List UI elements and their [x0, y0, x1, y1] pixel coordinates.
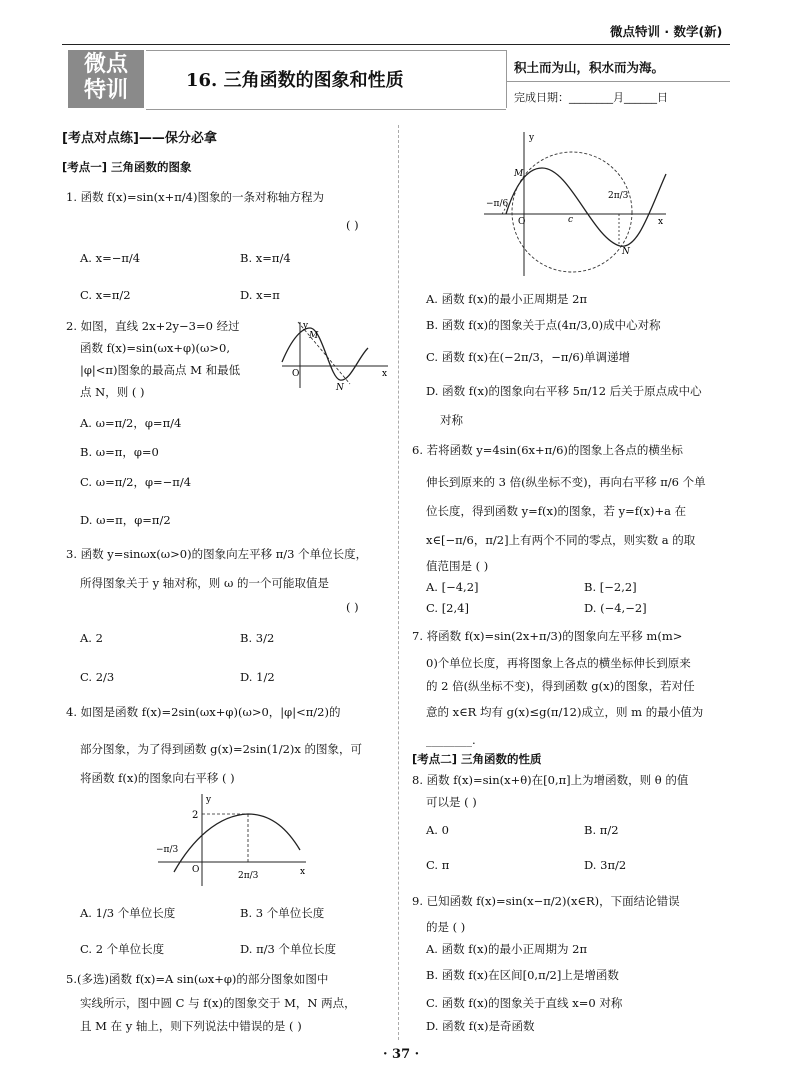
- q4-stem-1: 4. 如图是函数 f(x)=2sin(ωx+φ)(ω>0，|φ|<π/2)的: [66, 705, 341, 719]
- q6-option-d: D. (−4,−2]: [584, 601, 647, 615]
- q8-stem-1: 8. 函数 f(x)=sin(x+θ)在[0,π]上为增函数，则 θ 的值: [412, 773, 689, 787]
- q4-option-b: B. 3 个单位长度: [240, 906, 325, 920]
- q3-stem-1: 3. 函数 y=sinωx(ω>0)的图象向左平移 π/3 个单位长度，: [66, 547, 368, 561]
- q2-point-m: M: [309, 331, 319, 341]
- q2-origin-label: O: [292, 369, 300, 379]
- q9-stem-1: 9. 已知函数 f(x)=sin(x−π/2)(x∈R)，下面结论错误: [412, 894, 680, 908]
- q1-answer-bracket: ( ): [346, 218, 359, 232]
- header-rule: [62, 44, 730, 45]
- q1-option-b: B. x=π/4: [240, 251, 291, 265]
- q8-option-d: D. 3π/2: [584, 858, 627, 872]
- badge: [68, 50, 144, 108]
- q9-option-d: D. 函数 f(x)是奇函数: [426, 1019, 535, 1033]
- q9-option-c: C. 函数 f(x)的图象关于直线 x=0 对称: [426, 996, 623, 1010]
- q5-stem-3: 且 M 在 y 轴上，则下列说法中错误的是 ( ): [80, 1019, 302, 1033]
- q3-stem-2: 所得图象关于 y 轴对称，则 ω 的一个可能取值是: [80, 576, 329, 590]
- topic-2-heading: [考点二] 三角函数的性质: [412, 752, 542, 766]
- q2-option-c: C. ω=π/2，φ=−π/4: [80, 475, 192, 489]
- q7-stem-4: 意的 x∈R 均有 g(x)≤g(π/12)成立，则 m 的最小值为: [426, 705, 704, 719]
- q2-stem-1: 2. 如图，直线 2x+2y−3=0 经过: [66, 319, 240, 333]
- q4-neg-tick: −π/3: [156, 845, 179, 855]
- q5-point-n: N: [622, 247, 630, 257]
- q7-stem-2: 0)个单位长度，再将图象上各点的横坐标伸长到原来: [426, 656, 691, 670]
- q2-option-d: D. ω=π，φ=π/2: [80, 513, 171, 527]
- q6-stem-5: 值范围是 ( ): [426, 559, 489, 573]
- q8-stem-2: 可以是 ( ): [426, 795, 477, 809]
- q5-x-label: x: [658, 217, 664, 227]
- q9-option-a: A. 函数 f(x)的最小正周期为 2π: [426, 942, 588, 956]
- q7-stem-1: 7. 将函数 f(x)=sin(2x+π/3)的图象向左平移 m(m>: [412, 629, 683, 643]
- column-divider: [398, 125, 399, 1040]
- q7-answer-blank: ________.: [426, 733, 476, 747]
- q2-figure: [278, 318, 394, 390]
- q9-stem-2: 的是 ( ): [426, 920, 466, 934]
- q1-stem: 1. 函数 f(x)=sin(x+π/4)图象的一条对称轴方程为: [66, 190, 324, 204]
- q4-origin-label: O: [192, 865, 200, 875]
- badge-line-2: 特训: [83, 78, 128, 103]
- q2-point-n: N: [336, 383, 344, 390]
- q4-y-label: y: [206, 795, 212, 805]
- q3-option-a: A. 2: [80, 631, 103, 645]
- q5-figure: [480, 126, 670, 278]
- q3-option-d: D. 1/2: [240, 670, 275, 684]
- q4-figure: [152, 790, 310, 890]
- q2-option-a: A. ω=π/2，φ=π/4: [80, 416, 182, 430]
- q4-sine-curve: [174, 814, 300, 872]
- q5-stem-1: 5.(多选)函数 f(x)=A sin(ωx+φ)的部分图象如图中: [66, 972, 329, 986]
- q3-option-c: C. 2/3: [80, 670, 115, 684]
- header-separator-vertical: [506, 50, 507, 108]
- series-name: 微点特训 · 数学(新): [610, 24, 723, 39]
- q2-stem-2: 函数 f(x)=sin(ωx+φ)(ω>0,: [80, 341, 230, 355]
- q2-line: [298, 322, 350, 384]
- page-number: · 37 ·: [383, 1047, 420, 1062]
- q4-x-label: x: [300, 867, 306, 877]
- q5-circle: [512, 152, 632, 272]
- q5-option-c: C. 函数 f(x)在(−2π/3，−π/6)单调递增: [426, 350, 631, 364]
- q1-option-c: C. x=π/2: [80, 288, 131, 302]
- q5-origin-label: O: [518, 217, 526, 227]
- q5-neg-tick: −π/6: [486, 199, 509, 209]
- q5-sine-curve: [506, 168, 666, 246]
- q8-option-a: A. 0: [426, 823, 449, 837]
- q4-stem-2: 部分图象，为了得到函数 g(x)=2sin(1/2)x 的图象，可: [80, 742, 363, 756]
- q4-pos-tick: 2π/3: [238, 871, 259, 881]
- q2-y-label: y: [303, 321, 309, 331]
- q2-x-label: x: [382, 369, 388, 379]
- q6-option-b: B. [−2,2]: [584, 580, 637, 594]
- q4-stem-3: 将函数 f(x)的图象向右平移 ( ): [80, 771, 235, 785]
- q6-stem-1: 6. 若将函数 y=4sin(6x+π/6)的图象上各点的横坐标: [412, 443, 683, 457]
- header-separator-horizontal: [506, 81, 730, 82]
- q1-option-d: D. x=π: [240, 288, 280, 302]
- motto: 积土而为山，积水而为海。: [514, 60, 665, 75]
- q2-stem-4: 点 N，则 ( ): [80, 385, 145, 399]
- q5-center-c: c: [568, 215, 574, 225]
- q4-option-c: C. 2 个单位长度: [80, 942, 165, 956]
- q3-answer-bracket: ( ): [346, 600, 359, 614]
- q6-option-c: C. [2,4]: [426, 601, 469, 615]
- section-title: [考点对点练]——保分必拿: [62, 131, 217, 146]
- q5-option-d: D. 函数 f(x)的图象向右平移 5π/12 后关于原点成中心: [426, 384, 702, 398]
- q4-option-a: A. 1/3 个单位长度: [80, 906, 176, 920]
- topic-1-heading: [考点一] 三角函数的图象: [62, 160, 192, 174]
- q9-option-b: B. 函数 f(x)在区间[0,π/2]上是增函数: [426, 968, 619, 982]
- q2-option-b: B. ω=π，φ=0: [80, 445, 159, 459]
- q5-pos-tick: 2π/3: [608, 191, 629, 201]
- q6-option-a: A. [−4,2]: [426, 580, 479, 594]
- q5-stem-2: 实线所示，图中圆 C 与 f(x)的图象交于 M，N 两点，: [80, 996, 356, 1010]
- page-title: 16. 三角函数的图象和性质: [186, 70, 404, 91]
- q4-max-value: 2: [192, 810, 199, 821]
- badge-line-1: 微点: [83, 52, 128, 77]
- q4-option-d: D. π/3 个单位长度: [240, 942, 337, 956]
- q5-option-a: A. 函数 f(x)的最小正周期是 2π: [426, 292, 588, 306]
- q6-stem-2: 伸长到原来的 3 倍(纵坐标不变)，再向右平移 π/6 个单: [426, 475, 706, 489]
- q6-stem-3: 位长度，得到函数 y=f(x)的图象，若 y=f(x)+a 在: [426, 504, 687, 518]
- q8-option-b: B. π/2: [584, 823, 619, 837]
- q6-stem-4: x∈[−π/6，π/2]上有两个不同的零点，则实数 a 的取: [426, 533, 696, 547]
- q8-option-c: C. π: [426, 858, 450, 872]
- q2-stem-3: |φ|<π)图象的最高点 M 和最低: [80, 363, 241, 377]
- q5-option-d-cont: 对称: [440, 413, 463, 427]
- date-label: 完成日期：________月______日: [514, 91, 668, 104]
- q5-option-b: B. 函数 f(x)的图象关于点(4π/3,0)成中心对称: [426, 318, 661, 332]
- q3-option-b: B. 3/2: [240, 631, 275, 645]
- q1-option-a: A. x=−π/4: [80, 251, 141, 265]
- q5-y-label: y: [529, 133, 535, 143]
- q5-point-m: M: [514, 169, 524, 179]
- q7-stem-3: 的 2 倍(纵坐标不变)，得到函数 g(x)的图象，若对任: [426, 679, 695, 693]
